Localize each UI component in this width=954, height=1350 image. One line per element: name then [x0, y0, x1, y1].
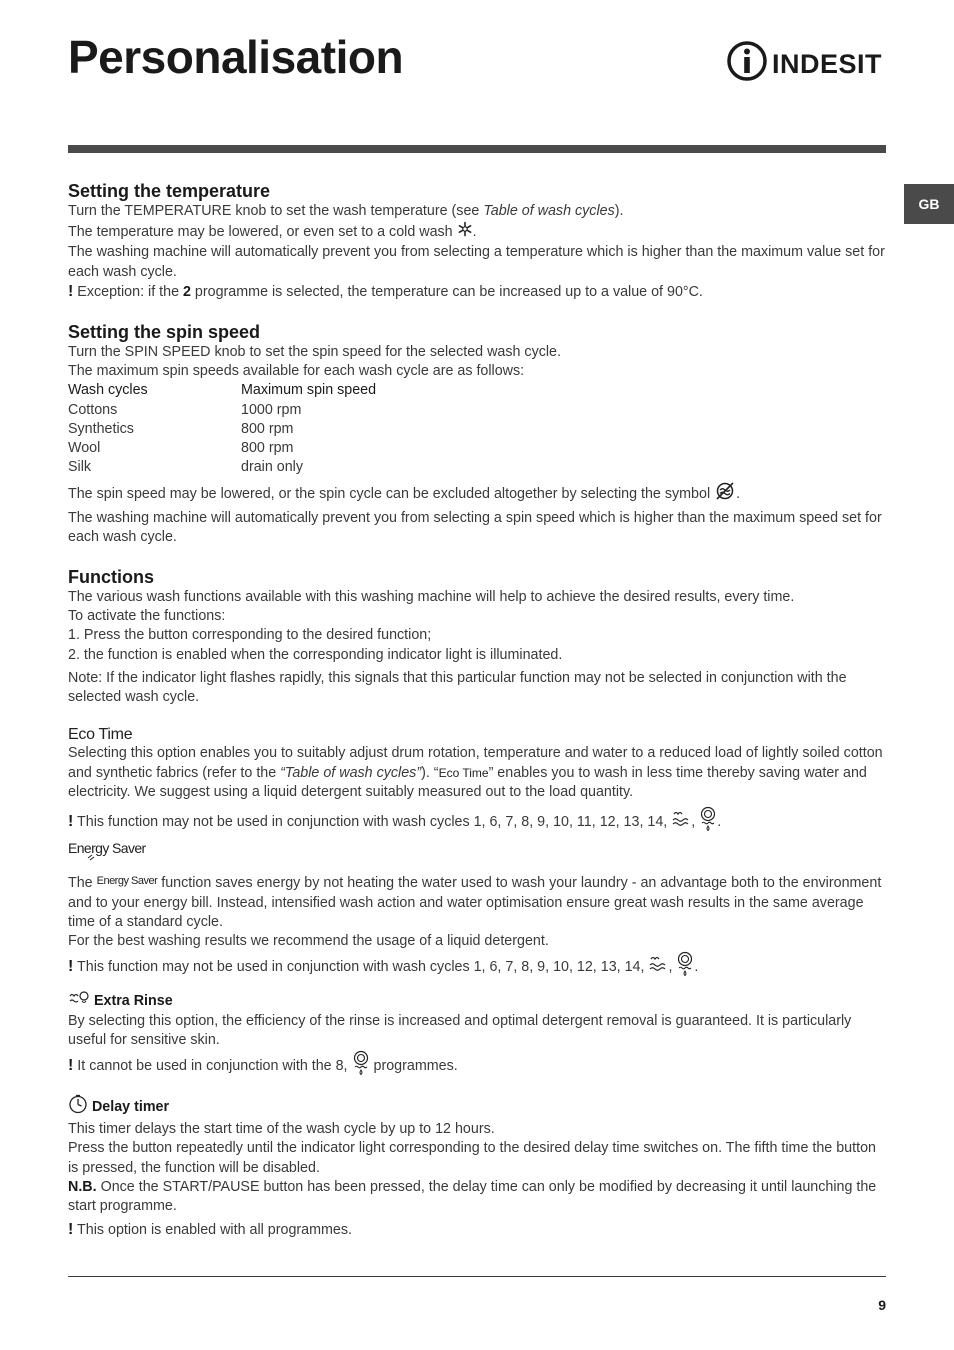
- ecotime-heading: [68, 725, 886, 744]
- spin-text-4: The washing machine will automatically prevent you from selecting a spin speed which is higher than the maximum speed set for each wash cycle.: [68, 509, 882, 545]
- page-title: Personalisation: [68, 31, 404, 83]
- functions-heading: Functions: [68, 567, 154, 588]
- timer-icon: [68, 1094, 88, 1120]
- energy-saver-logo: [68, 840, 148, 872]
- drain-icon: [352, 1050, 370, 1082]
- table-header: Maximum spin speed: [241, 382, 377, 399]
- temperature-heading: Setting the temperature: [68, 181, 271, 201]
- energy-text-1: The $^{Energy Saver}$ function saves energy by not heating the water used to wash your laundry - an advantage both to the environment and to your energy bill. Instead, intensified wash action and water optimisation ensure great wash results in the same average time of a standard cycle.: [68, 875, 882, 930]
- table-row: [68, 401, 376, 420]
- rinse-section: [68, 990, 886, 1083]
- energy-logo-text: Energy Saver: [68, 840, 146, 857]
- page-number: 9: [878, 1297, 886, 1313]
- svg-text:INDESIT: INDESIT: [772, 49, 883, 79]
- table-cell: Cottons: [68, 401, 118, 418]
- language-tab: GB: [904, 184, 954, 224]
- energy-warning: ! This function may not be used in conjunction with wash cycles 1, 6, 7, 8, 9, 10, 12, 13, 14, , .: [68, 951, 886, 983]
- energy-inline-logo: Energy Saver: [96, 875, 158, 888]
- hand-wash-icon: [648, 955, 668, 979]
- spin-section: [68, 321, 886, 547]
- table-cell: Wool: [68, 440, 101, 457]
- functions-step-2: 2. the function is enabled when the corresponding indicator light is illuminated.: [68, 646, 563, 663]
- functions-text-1: The various wash functions available with this washing machine will help to achieve the desired results, every time.: [68, 589, 795, 606]
- spin-text-1: Turn the SPIN SPEED knob to set the spin speed for the selected wash cycle.: [68, 344, 561, 361]
- table-row: [68, 458, 376, 477]
- temperature-section: [68, 180, 886, 302]
- content: [68, 180, 886, 1240]
- table-cell: 1000 rpm: [241, 401, 302, 418]
- table-cell: 800 rpm: [241, 440, 294, 457]
- spin-heading: Setting the spin speed: [68, 322, 261, 343]
- top-rule: [68, 145, 886, 153]
- functions-note: Note: If the indicator light flashes rapidly, this signals that this particular function may not be selected in conjunction with the selected wash cycle.: [68, 669, 847, 706]
- drain-icon: [676, 951, 694, 983]
- delay-text-1: This timer delays the start time of the wash cycle by up to 12 hours.: [68, 1121, 495, 1138]
- energy-text-2: For the best washing results we recommend the usage of a liquid detergent.: [68, 933, 549, 950]
- ecotime-inline-logo: Eco Time: [438, 765, 489, 780]
- table-header-row: [68, 381, 376, 400]
- snowflake-icon: [457, 221, 473, 243]
- delay-section: [68, 1094, 886, 1240]
- table-header: Wash cycles: [68, 382, 148, 399]
- ecotime-text: Selecting this option enables you to suitably adjust drum rotation, temperature and water to a reduced load of lightly soiled cotton and synthetic fabrics (refer to the “Table of wash cycles”). “Eco Time” enables you to wash in less time thereby saving water and electricity. We suggest using a liquid detergent suitably measured out to the load quantity.: [68, 745, 883, 800]
- functions-step-1: 1. Press the button corresponding to the desired function;: [68, 627, 432, 644]
- table-cell: drain only: [241, 459, 303, 476]
- hand-wash-icon: [671, 810, 691, 834]
- energy-heading: [68, 840, 886, 872]
- rinse-text: By selecting this option, the efficiency of the rinse is increased and optimal detergent removal is guaranteed. It is particularly useful for sensitive skin.: [68, 1012, 852, 1048]
- ecotime-section: [68, 725, 886, 838]
- energy-section: [68, 840, 886, 983]
- table-cell: Silk: [68, 459, 92, 476]
- extra-rinse-icon: [68, 990, 90, 1012]
- drain-icon: [699, 806, 717, 838]
- functions-text-2: To activate the functions:: [68, 608, 226, 625]
- spin-text-2: The maximum spin speeds available for each wash cycle are as follows:: [68, 363, 525, 380]
- delay-heading: Delay timer: [68, 1094, 886, 1120]
- rinse-heading: Extra Rinse: [68, 990, 886, 1012]
- no-spin-icon: [714, 480, 736, 508]
- bottom-rule: [68, 1276, 886, 1277]
- indesit-logo: [726, 40, 886, 82]
- functions-section: [68, 566, 886, 707]
- temperature-text-2: The temperature may be lowered, or even set to a cold wash .: [68, 221, 886, 243]
- spin-speed-table: [68, 381, 376, 477]
- rinse-warning: ! It cannot be used in conjunction with the 8, programmes.: [68, 1050, 886, 1082]
- delay-text-2: Press the button repeatedly until the indicator light corresponding to the desired delay time switches on. The fifth time the button is pressed, the function will be disabled.: [68, 1140, 876, 1176]
- temperature-text-3: The washing machine will automatically prevent you from selecting a temperature which is higher than the maximum value set for each wash cycle.: [68, 244, 885, 280]
- ecotime-warning: ! This function may not be used in conjunction with wash cycles 1, 6, 7, 8, 9, 10, 11, 12, 13, 14, , .: [68, 806, 886, 838]
- table-cell: 800 rpm: [241, 420, 294, 437]
- ecotime-logo: Eco Time: [68, 726, 133, 744]
- delay-note: N.B. Once the START/PAUSE button has been pressed, the delay time can only be modified by decreasing it until launching the start programme.: [68, 1178, 877, 1214]
- spin-text-3: The spin speed may be lowered, or the spin cycle can be excluded altogether by selecting the symbol .: [68, 480, 886, 508]
- temperature-exception: ! Exception: if the 2 programme is selected, the temperature can be increased up to a value of 90°C.: [68, 282, 703, 300]
- temperature-text-1: Turn the TEMPERATURE knob to set the wash temperature (see Table of wash cycles).: [68, 203, 624, 219]
- table-cell: Synthetics: [68, 420, 134, 437]
- table-row: [68, 439, 376, 458]
- table-row: [68, 420, 376, 439]
- delay-warning: ! This option is enabled with all programmes.: [68, 1221, 352, 1239]
